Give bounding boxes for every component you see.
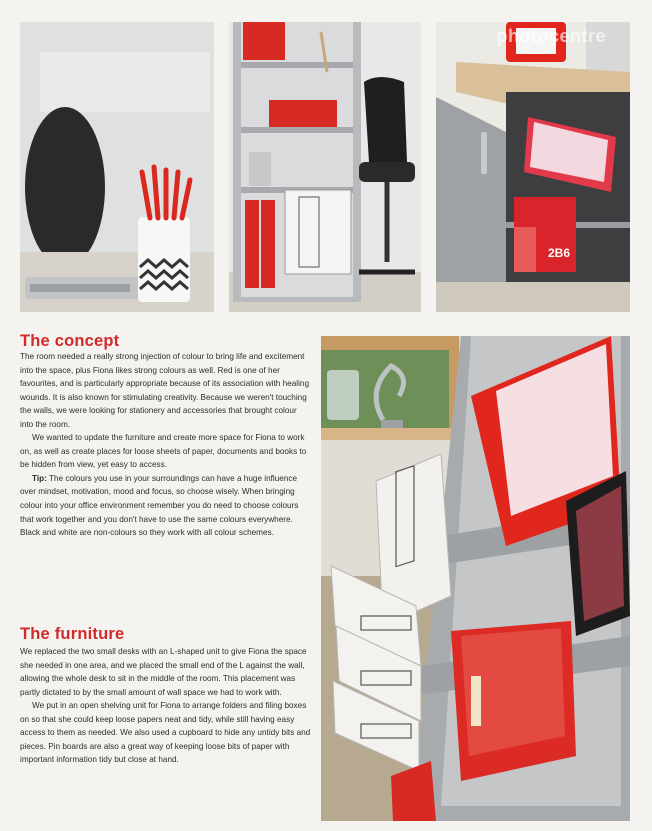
desk-pen-cup-illustration	[20, 22, 214, 312]
tip-text: The colours you use in your surroundings can have a huge influence over mindset, motivation, mood and focus, so choose wisely. When bringing colour into your office environment remember you do need to choose colours that work together and you don't have to use the same colours everywhere. Black and white are non-colours so they work with all colour schemes.	[20, 473, 299, 538]
furniture-paragraph: We put in an open shelving unit for Fiona to arrange folders and filing boxes on so that she could keep loose papers neat and tidy, while still having easy access to them as needed. We also used a cupboard to hide any untidy bits and pieces. Pin boards are also a great way of keeping loose bits of paper with important information tidy but close at hand.	[20, 701, 311, 765]
photo-shelves-boxes	[321, 336, 630, 821]
shelving-unit-illustration	[229, 22, 421, 312]
section-heading-furniture: The furniture	[20, 625, 125, 643]
concept-body	[20, 350, 312, 540]
concept-paragraph: We wanted to update the furniture and create more space for Fiona to work on, as well as create places for loose sheets of paper, documents and books to be hidden from view, yet easy to access.	[20, 433, 307, 470]
section-heading-concept: The concept	[20, 332, 120, 350]
cupboard-illustration	[436, 22, 630, 312]
watermark-text: photocentre	[496, 26, 606, 46]
concept-paragraph: The room needed a really strong injection of colour to bring life and excitement into the space, plus Fiona likes strong colours as well. Red is one of her favourites, and is particularly appropriate because of its association with healing wounds. It is also known for stimulating creativity. Because we weren't touching the walls, we were looking for stationery and accessories that brought colour into the room.	[20, 352, 309, 429]
furniture-paragraph: We replaced the two small desks with an L-shaped unit to give Fiona the space she needed in one area, and we placed the small end of the L against the wall, allowing the whole desk to sit in the middle of the room. This placement was partly dictated to by the small amount of wall space we had to work with.	[20, 647, 307, 697]
shelves-boxes-illustration	[321, 336, 630, 821]
photo-shelving-unit	[229, 22, 421, 312]
binder-label: 2B6	[548, 246, 571, 260]
tip-label: Tip:	[32, 473, 47, 483]
photo-desk-pen-cup	[20, 22, 214, 312]
furniture-body	[20, 645, 312, 767]
photo-cupboard-trays	[436, 22, 630, 312]
tip-paragraph	[20, 472, 312, 540]
